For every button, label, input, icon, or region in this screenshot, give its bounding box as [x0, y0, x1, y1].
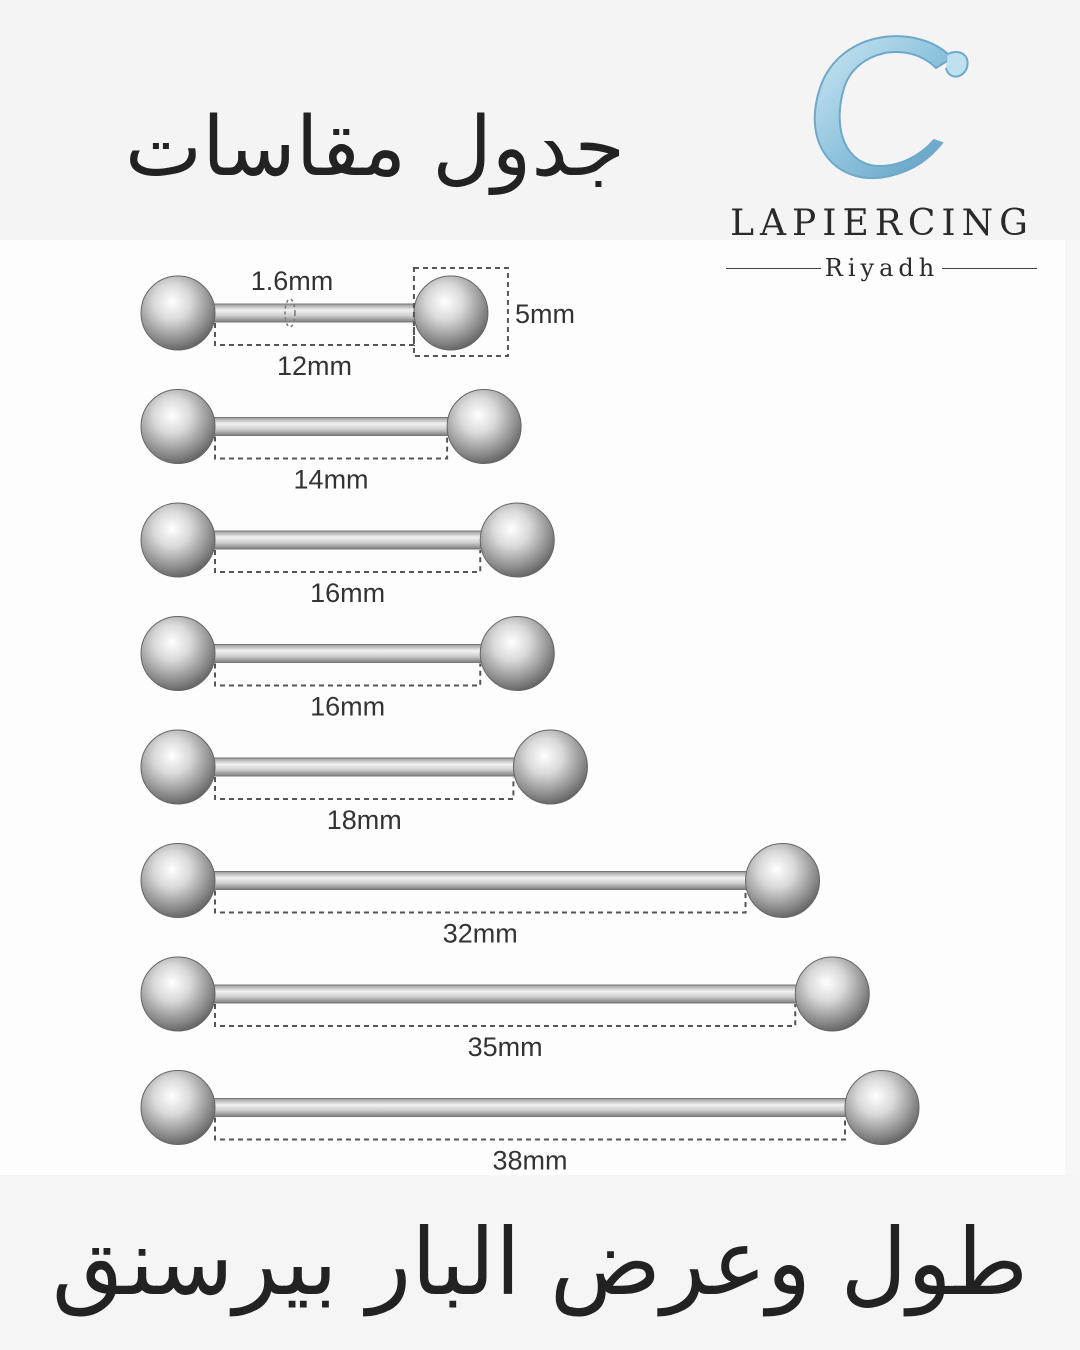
- length-bracket: [215, 437, 447, 459]
- length-label: 38mm: [492, 1145, 568, 1176]
- gauge-label: 1.6mm: [250, 266, 334, 296]
- length-label: 16mm: [310, 691, 386, 722]
- length-label: 32mm: [442, 918, 518, 949]
- barbell-ball-right: [414, 276, 488, 350]
- footer-caption: طول وعرض البار بيرسنق: [51, 1209, 1029, 1316]
- barbell-ball-right: [480, 617, 554, 691]
- barbell-ball-left: [141, 276, 215, 350]
- length-bracket: [215, 664, 480, 686]
- length-label: 16mm: [310, 578, 386, 608]
- length-bracket: [215, 1118, 845, 1140]
- length-label: 18mm: [326, 805, 402, 835]
- barbell-ball-left: [141, 844, 215, 918]
- barbell-rod: [178, 758, 550, 776]
- length-bracket: [215, 323, 414, 345]
- barbell-5: [141, 730, 587, 835]
- barbell-ball-right: [480, 503, 554, 577]
- barbell-ball-left: [141, 730, 215, 804]
- barbell-8: [141, 1071, 919, 1176]
- barbell-ball-right: [845, 1071, 919, 1145]
- barbell-rod: [178, 418, 484, 436]
- barbell-rod: [178, 872, 783, 890]
- brand-name: LAPIERCING: [730, 203, 1034, 244]
- barbell-rod: [178, 1099, 882, 1117]
- barbell-ball-right: [513, 730, 587, 804]
- length-label: 14mm: [293, 464, 369, 495]
- length-label: 12mm: [276, 351, 352, 381]
- barbell-2: [141, 390, 521, 495]
- length-bracket: [215, 891, 746, 913]
- barbell-6: [141, 844, 820, 949]
- barbell-ball-left: [141, 957, 215, 1031]
- barbell-rod: [178, 531, 517, 549]
- length-bracket: [215, 777, 513, 799]
- barbell-ball-left: [141, 503, 215, 577]
- barbell-rod: [178, 304, 451, 322]
- barbell-7: [141, 957, 869, 1062]
- barbell-ball-left: [141, 617, 215, 691]
- length-label: 35mm: [467, 1032, 543, 1062]
- barbell-rod: [178, 645, 517, 663]
- barbell-rod: [178, 985, 832, 1003]
- brand-city: Riyadh: [824, 254, 940, 282]
- barbell-ball-right: [746, 844, 820, 918]
- length-bracket: [215, 550, 480, 572]
- page-title: جدول مقاسات: [124, 100, 626, 195]
- barbell-4: [141, 617, 554, 722]
- barbell-ball-left: [141, 1071, 215, 1145]
- barbell-ball-right: [795, 957, 869, 1031]
- length-bracket: [215, 1004, 795, 1026]
- barbell-3: [141, 503, 554, 608]
- barbell-ball-left: [141, 390, 215, 464]
- barbell-ball-right: [447, 390, 521, 464]
- ball-diameter-label: 5mm: [515, 299, 575, 329]
